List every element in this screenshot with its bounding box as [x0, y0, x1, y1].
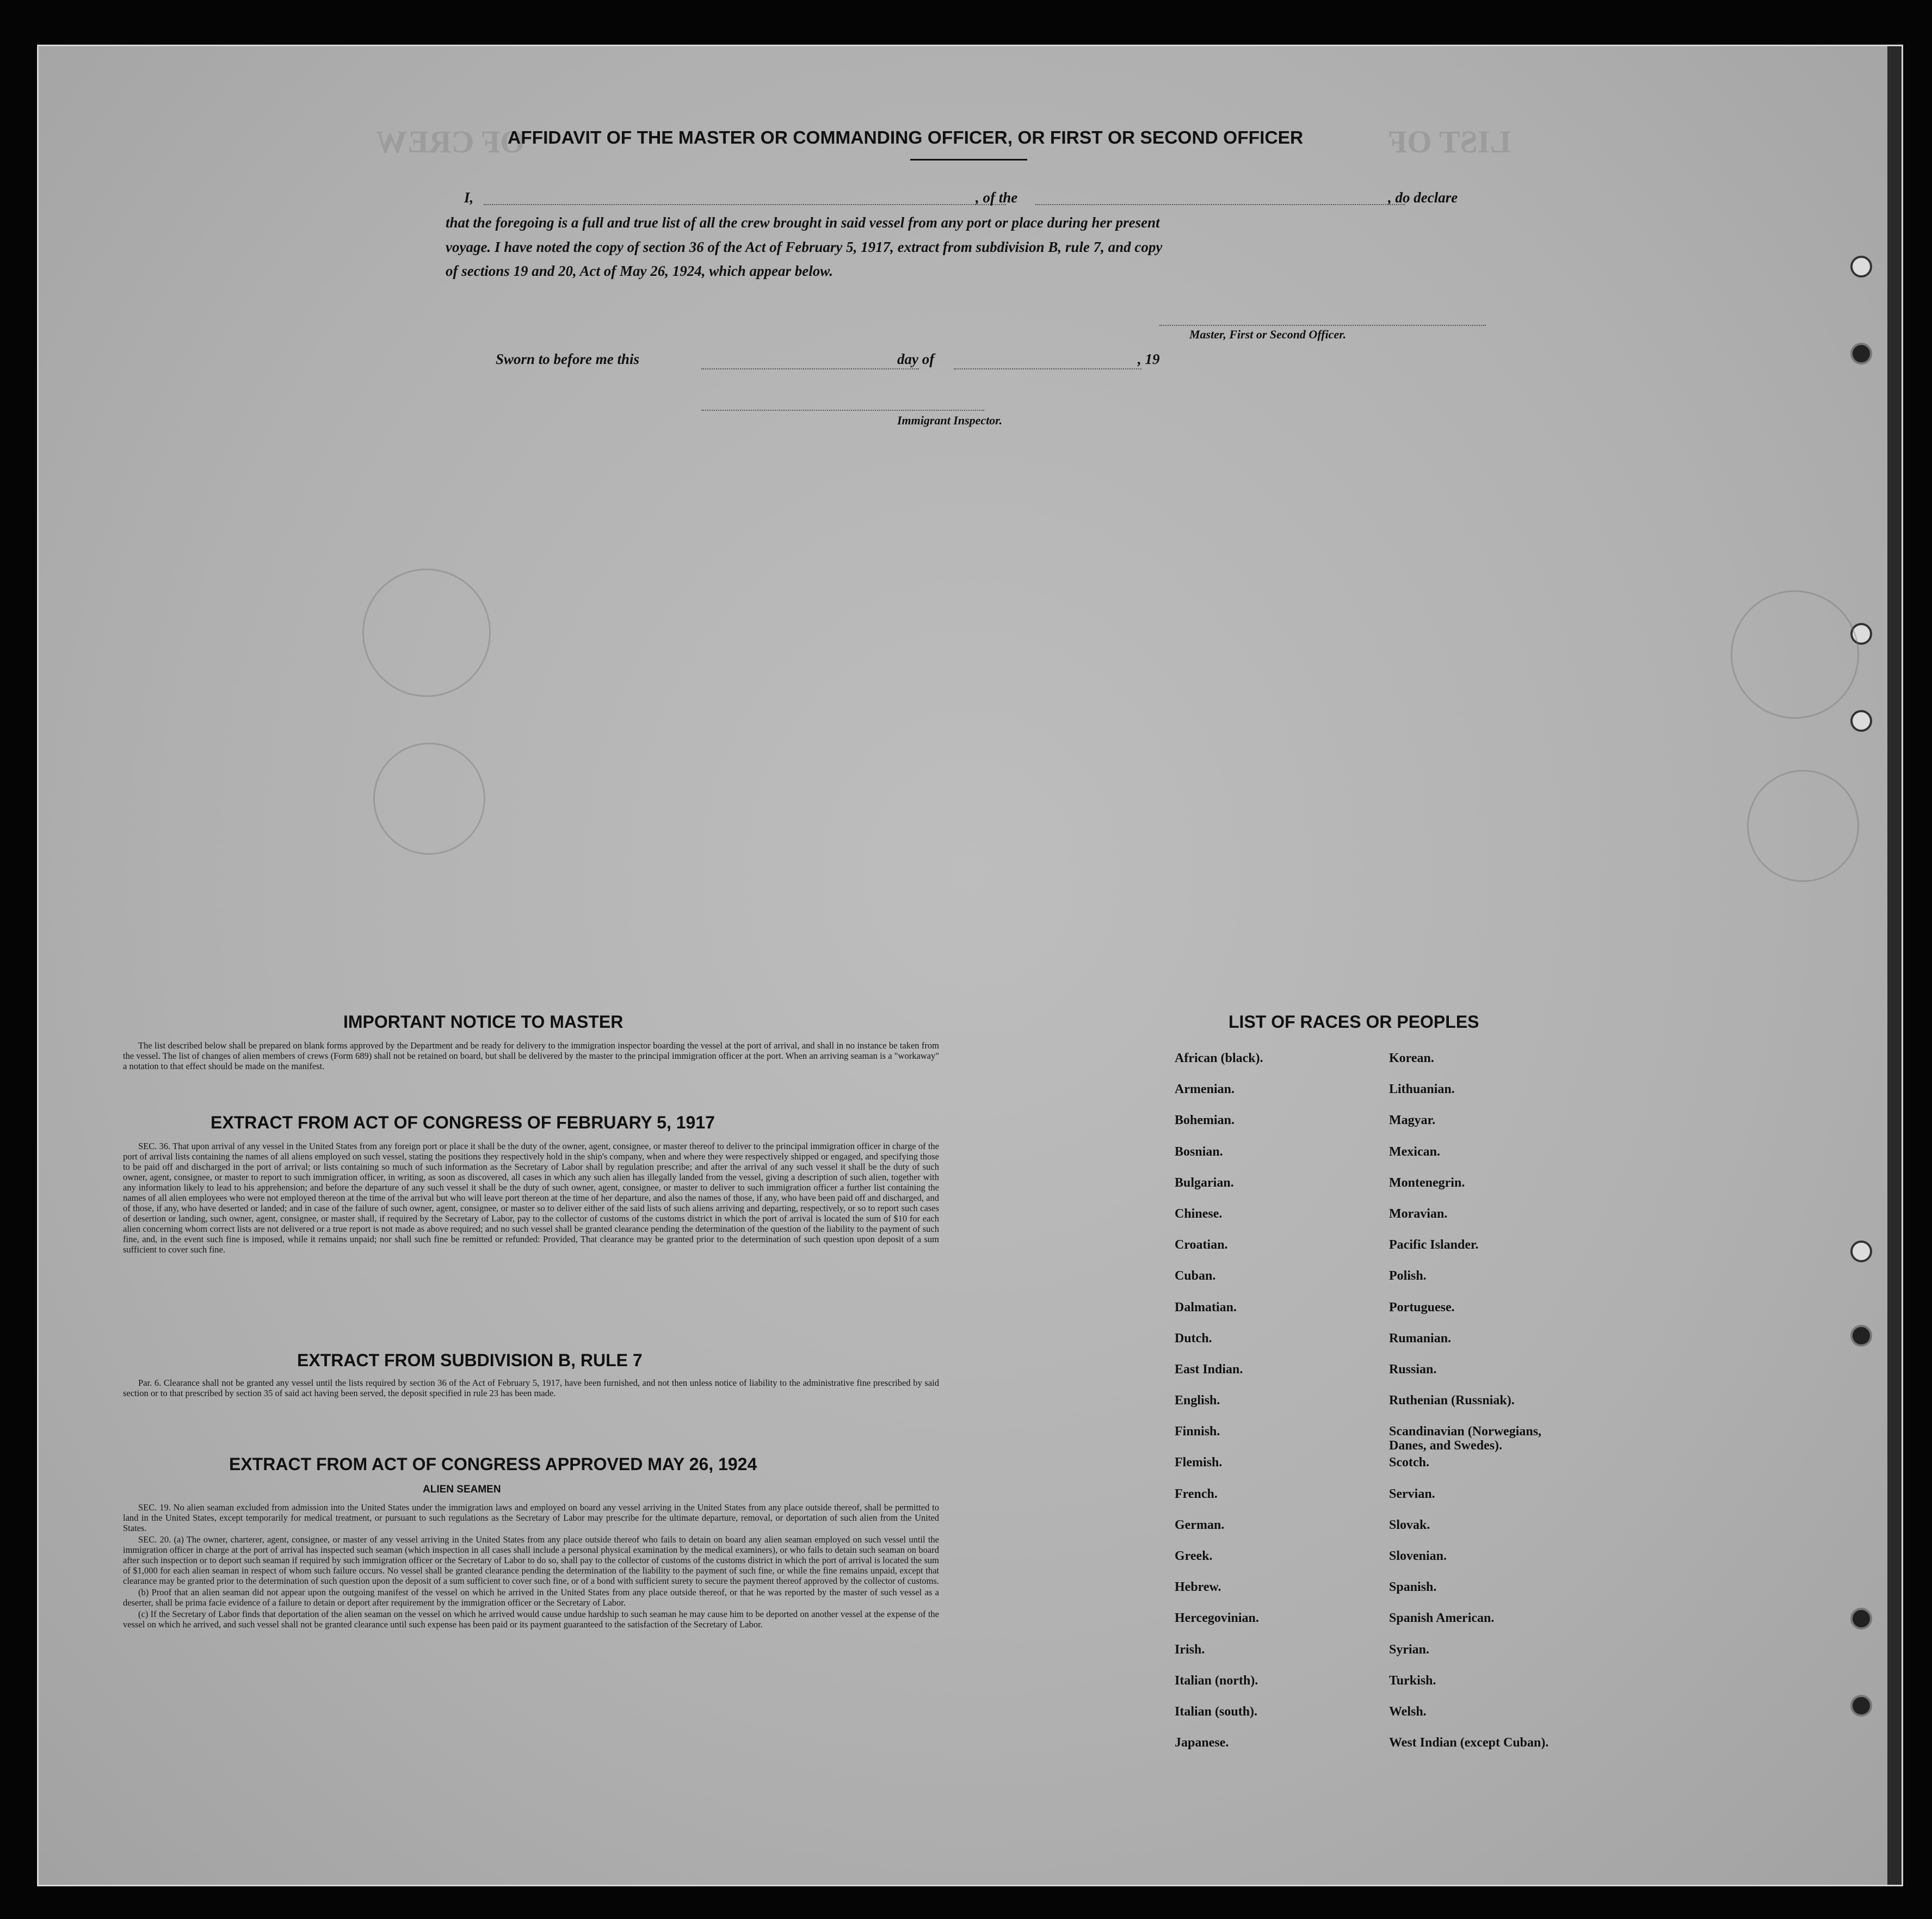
- affidavit-of-the: , of the: [976, 189, 1018, 206]
- race-item: Lithuanian.: [1389, 1082, 1455, 1097]
- seal-stamp-icon: [373, 743, 485, 855]
- year-label: , 19: [1138, 351, 1160, 367]
- sworn-label: Sworn to before me this: [496, 351, 640, 367]
- race-item: French.: [1175, 1486, 1218, 1501]
- race-item: Scotch.: [1389, 1455, 1429, 1470]
- race-item: Italian (north).: [1175, 1673, 1258, 1688]
- race-item: Italian (south).: [1175, 1704, 1258, 1719]
- race-item: Hercegovinian.: [1175, 1611, 1259, 1626]
- notice-body: [123, 1040, 939, 1072]
- month-field[interactable]: [954, 368, 1141, 369]
- binder-hole-icon: [1850, 256, 1872, 277]
- binder-hole-icon: [1850, 1608, 1872, 1630]
- race-item: Slovak.: [1389, 1517, 1430, 1532]
- race-item: Greek.: [1175, 1549, 1213, 1563]
- inspector-label: Immigrant Inspector.: [897, 414, 1003, 427]
- race-item: Korean.: [1389, 1051, 1434, 1065]
- race-item: Spanish American.: [1389, 1611, 1495, 1626]
- sec-20c-paragraph: (c) If the Secretary of Labor finds that deportation of the alien seaman on the vessel on which he arrived would cause undue hardship to such seaman he may cause him to be deported on another vessel at the expense of the vessel on which he arrived, and such vessel shall not be granted clearance until such expense has been paid or its payment guaranteed to the satisfaction of the Secretary of Labor.: [123, 1609, 939, 1630]
- extract-1917-title: EXTRACT FROM ACT OF CONGRESS OF FEBRUARY 5, 1917: [211, 1113, 715, 1132]
- extract-rule7-title: EXTRACT FROM SUBDIVISION B, RULE 7: [297, 1350, 643, 1370]
- race-item: Portuguese.: [1389, 1300, 1455, 1315]
- race-item: East Indian.: [1175, 1362, 1243, 1377]
- bleed-through-header: LIST OF: [1388, 124, 1511, 159]
- sec-36-paragraph: SEC. 36. That upon arrival of any vessel in the United States from any foreign port or place it shall be the duty of the owner, agent, consignee, or master thereof to deliver to the principal immigration officer in charge of the port of arrival lists containing the names of all aliens employed on such vessel, stating the positions they respectively hold in the ship's company, when and where they were respectively shipped or engaged, and specifying those to be paid off and discharged in the port of arrival; or lists containing so much of such information as the Secretary of Labor shall by regulation prescribe; and after the arrival of any such vessel it shall be the duty of such owner, agent, consignee, or master to report to such immigration officer, in writing, as soon as discovered, all cases in which any such alien has illegally landed from the vessel, giving a description of such alien, together with any information likely to lead to his apprehension; and before the departure of any such vessel it shall be the duty of such owner, agent, consignee, or master to deliver to such immigration officer a further list containing the names of all alien employees who were not employed thereon at the time of the arrival but who will leave port thereon at the time of her departure, and also the names of those, if any, who have been paid off and discharged, and of those, if any, who have deserted or landed; and in case of the failure of such owner, agent, consignee, or master so to deliver either of the said lists of such aliens arriving and departing, respectively, or so to report such cases of desertion or landing, such owner, agent, consignee, or master shall, if required by the Secretary of Labor, pay to the collector of customs of the customs district in which the port of arrival is located the sum of $10 for each alien concerning whom correct lists are not delivered or a true report is not made as above required; and no such vessel shall be granted clearance pending the determination of the question of the liability to the payment of such fine, and, in the event such fine is imposed, while it remains unpaid; nor shall such fine be remitted or refunded: Provided, That clearance may be granted prior to the determination of such question upon deposit of a sum sufficient to cover such fine.: [123, 1141, 939, 1255]
- name-field[interactable]: [484, 204, 1006, 205]
- race-item: Japanese.: [1175, 1736, 1229, 1750]
- signature-field[interactable]: [1159, 325, 1486, 326]
- race-item: Rumanian.: [1389, 1331, 1452, 1346]
- race-item: Dalmatian.: [1175, 1300, 1237, 1315]
- races-left-column: [1175, 1051, 1263, 1767]
- race-item: Slovenian.: [1389, 1549, 1447, 1563]
- binder-hole-icon: [1850, 1695, 1872, 1717]
- race-item: Hebrew.: [1175, 1580, 1221, 1595]
- race-item: Mexican.: [1389, 1144, 1440, 1159]
- seal-stamp-icon: [1731, 590, 1859, 719]
- race-item: English.: [1175, 1393, 1220, 1408]
- race-item: Ruthenian (Russniak).: [1389, 1393, 1515, 1408]
- race-item: Cuban.: [1175, 1269, 1216, 1284]
- race-item: Moravian.: [1389, 1206, 1448, 1221]
- race-item: Armenian.: [1175, 1082, 1234, 1097]
- race-item: Welsh.: [1389, 1704, 1427, 1719]
- race-item: Bohemian.: [1175, 1113, 1235, 1128]
- race-item: Croatian.: [1175, 1238, 1228, 1252]
- signature-label: Master, First or Second Officer.: [1189, 328, 1347, 341]
- races-title: LIST OF RACES OR PEOPLES: [1229, 1012, 1479, 1032]
- binder-hole-icon: [1850, 343, 1872, 365]
- race-item: Bosnian.: [1175, 1144, 1223, 1159]
- race-item: Chinese.: [1175, 1206, 1223, 1221]
- race-item: Magyar.: [1389, 1113, 1436, 1128]
- extract-rule7-body: [123, 1378, 939, 1399]
- race-item: Scandinavian (Norwegians, Danes, and Swedes).: [1389, 1424, 1542, 1453]
- affidavit-line-2: that the foregoing is a full and true list of all the crew brought in said vessel from any port or place during her present: [446, 214, 1160, 231]
- day-of-label: day of: [897, 351, 935, 367]
- affidavit-do-declare: , do declare: [1388, 189, 1458, 206]
- extract-1924-body: [123, 1502, 939, 1631]
- page-edge: [1887, 46, 1902, 1885]
- races-right-column: [1389, 1051, 1569, 1767]
- affidavit-line-3: voyage. I have noted the copy of section 36 of the Act of February 5, 1917, extract from subdivision B, rule 7, and copy: [446, 239, 1163, 255]
- race-item: Polish.: [1389, 1269, 1427, 1284]
- notice-title: IMPORTANT NOTICE TO MASTER: [343, 1012, 624, 1032]
- race-item: Spanish.: [1389, 1580, 1437, 1595]
- sworn-date-field[interactable]: [701, 368, 919, 369]
- race-item: Bulgarian.: [1175, 1175, 1234, 1190]
- notice-paragraph: The list described below shall be prepared on blank forms approved by the Department and be ready for delivery to the immigration inspector boarding the vessel at the port of arrival, and shall in no instance be taken from the vessel. The list of changes of alien members of crews (Form 689) shall not be retained on board, but shall be delivered by the master to the principal immigration officer at the port. When an arriving seaman is a "workaway" a notation to that effect should be made on the manifest.: [123, 1040, 939, 1071]
- race-item: Montenegrin.: [1389, 1175, 1465, 1190]
- inspector-signature-field[interactable]: [701, 410, 984, 411]
- race-item: Syrian.: [1389, 1642, 1430, 1657]
- extract-1924-title: EXTRACT FROM ACT OF CONGRESS APPROVED MAY 26, 1924: [229, 1454, 757, 1474]
- vessel-field[interactable]: [1035, 204, 1405, 205]
- par-6-paragraph: Par. 6. Clearance shall not be granted any vessel until the lists required by section 36 of the Act of February 5, 1917, have been furnished, and not then unless notice of liability to the administrative fine prescribed by said section or to that prescribed by section 35 of said act having been served, the deposit specified in rule 23 has been made.: [123, 1378, 939, 1398]
- race-item: Irish.: [1175, 1642, 1205, 1657]
- title-rule: [910, 159, 1027, 161]
- bleed-through-header-2: OF CREW: [376, 124, 525, 159]
- race-item: Servian.: [1389, 1486, 1435, 1501]
- sec-20a-paragraph: SEC. 20. (a) The owner, charterer, agent, consignee, or master of any vessel arriving in the United States from any place outside thereof who fails to detain on board any alien seaman employed on such vessel until the immigration officer in charge at the port of arrival has inspected such seaman (which inspection in all cases shall include a personal physical examination by the medical examiners), or who fails to detain such seaman on board after such inspection or to deport such seaman if required by such immigration officer or the Secretary of Labor to do so, shall pay to the collector of customs of the customs district in which the port of arrival is located the sum of $1,000 for each alien seaman in respect of whom such failure occurs. No vessel shall be granted clearance pending the determination of the liability to the payment of such fine, or while the fine remains unpaid, except that clearance may be granted prior to the determination of such question upon the deposit of a sum sufficient to cover such fine, or of a bond with sufficient surety to secure the payment thereof approved by the collector of customs.: [123, 1534, 939, 1586]
- document-sheet: [37, 45, 1903, 1886]
- extract-1917-body: [123, 1141, 939, 1256]
- binder-hole-icon: [1850, 1241, 1872, 1262]
- binder-hole-icon: [1850, 710, 1872, 732]
- binder-hole-icon: [1850, 1325, 1872, 1347]
- affidavit-i: I,: [464, 189, 474, 206]
- race-item: West Indian (except Cuban).: [1389, 1736, 1549, 1750]
- affidavit-line-4: of sections 19 and 20, Act of May 26, 1924, which appear below.: [446, 263, 833, 279]
- seal-stamp-icon: [1747, 770, 1859, 882]
- race-item: Flemish.: [1175, 1455, 1223, 1470]
- race-item: Turkish.: [1389, 1673, 1436, 1688]
- race-item: Dutch.: [1175, 1331, 1212, 1346]
- sec-19-paragraph: SEC. 19. No alien seaman excluded from admission into the United States under the immigration laws and employed on board any vessel arriving in the United States from any place outside thereof, shall be permitted to land in the United States, except temporarily for medical treatment, or pursuant to such regulations as the Secretary of Labor may prescribe for the ultimate departure, removal, or deportation of such alien from the United States.: [123, 1502, 939, 1533]
- alien-seamen-subtitle: ALIEN SEAMEN: [423, 1484, 501, 1495]
- race-item: Russian.: [1389, 1362, 1437, 1377]
- seal-stamp-icon: [362, 569, 491, 697]
- race-item: Finnish.: [1175, 1424, 1220, 1439]
- sec-20b-paragraph: (b) Proof that an alien seaman did not appear upon the outgoing manifest of the vessel on which he arrived in the United States from any place outside thereof, or that he was reported by the master of such vessel as a deserter, shall be prima facie evidence of a failure to detain or deport after requirement by the immigration officer or the Secretary of Labor.: [123, 1587, 939, 1608]
- affidavit-title: AFFIDAVIT OF THE MASTER OR COMMANDING OFFICER, OR FIRST OR SECOND OFFICER: [508, 128, 1304, 148]
- race-item: African (black).: [1175, 1051, 1263, 1065]
- race-item: Pacific Islander.: [1389, 1238, 1479, 1252]
- race-item: German.: [1175, 1517, 1225, 1532]
